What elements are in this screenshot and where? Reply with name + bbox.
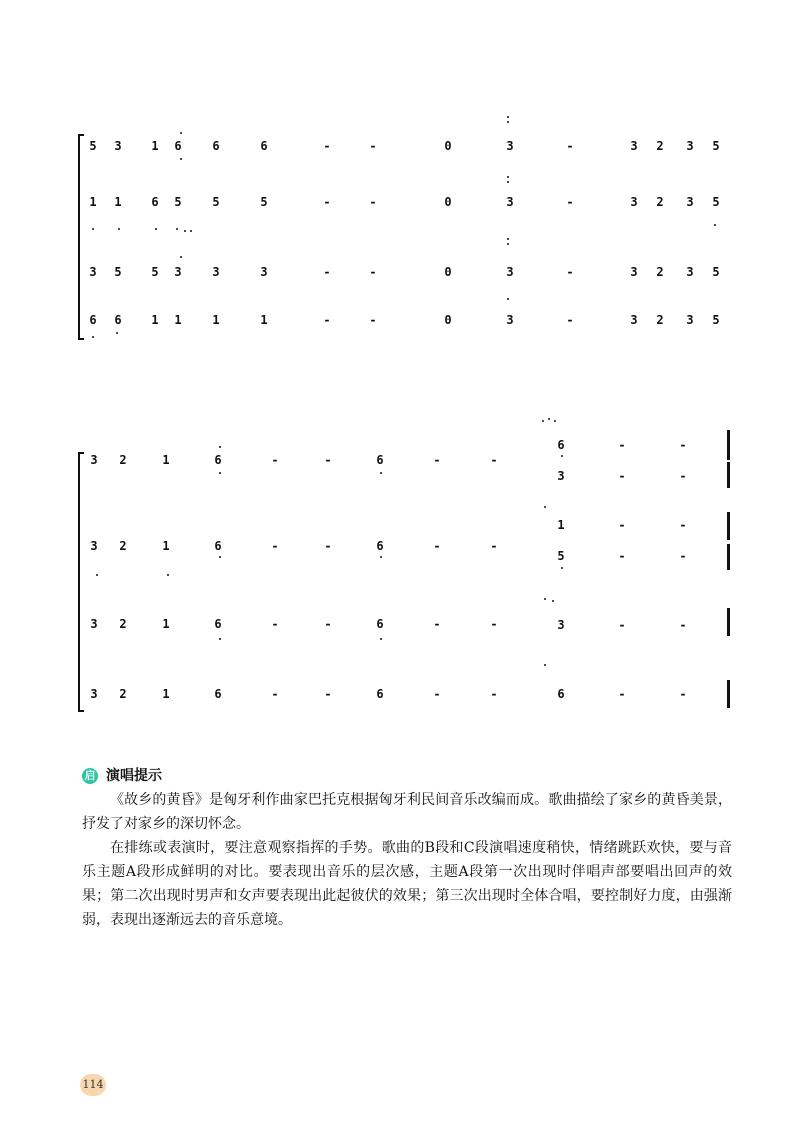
- octave-dot: [542, 420, 544, 422]
- hint-heading: [82, 764, 732, 788]
- octave-dot: [548, 418, 550, 420]
- system1-note-r1-c2: 3: [114, 139, 122, 153]
- hint-paragraph-1: 《故乡的黄昏》是匈牙利作曲家巴托克根据匈牙利民间音乐改编而成。歌曲描绘了家乡的黄昏美景，抒发了对家乡的深切怀念。: [82, 792, 732, 832]
- system1-note-r3-c13: 2: [656, 265, 664, 279]
- system1-note-r2-c12: 3: [630, 195, 638, 209]
- system1-note-r4-c4: 1: [174, 313, 182, 327]
- system2-note-r3-c2: 2: [119, 617, 127, 631]
- page-number: 114: [80, 1074, 106, 1096]
- final-note-r1-c3: -: [679, 438, 687, 452]
- system1-note-r1-c15: 5: [712, 139, 720, 153]
- system2-note-r3-c1: 3: [90, 617, 98, 631]
- octave-dot: [552, 600, 554, 602]
- octave-dot: [380, 472, 382, 474]
- system1-note-r2-c5: 5: [212, 195, 220, 209]
- system1-note-r1-c10: 3: [506, 139, 514, 153]
- system1-note-r2-c6: 5: [260, 195, 268, 209]
- octave-dot: [544, 598, 546, 600]
- system2-note-r4-c7: 6: [376, 687, 384, 701]
- system1-note-r4-c14: 3: [686, 313, 694, 327]
- system2-note-r4-c2: 2: [119, 687, 127, 701]
- system1-note-r3-c9: 0: [444, 265, 452, 279]
- octave-dot: [118, 228, 120, 230]
- system1-note-r4-c13: 2: [656, 313, 664, 327]
- octave-dot: [167, 574, 169, 576]
- system1-note-r4-c15: 5: [712, 313, 720, 327]
- system1-note-r4-c12: 3: [630, 313, 638, 327]
- system2-note-r1-c6: -: [324, 453, 332, 467]
- system1-note-r3-c7: -: [323, 265, 331, 279]
- system2-note-r2-c9: -: [490, 539, 498, 553]
- system1-note-r2-c9: 0: [444, 195, 452, 209]
- system1-note-r1-c1: 5: [89, 139, 97, 153]
- system2-note-r2-c7: 6: [376, 539, 384, 553]
- system1-note-r3-c11: -: [566, 265, 574, 279]
- system2-note-r2-c2: 2: [119, 539, 127, 553]
- final-note-r5-c1: 3: [557, 618, 565, 632]
- octave-dot: [219, 638, 221, 640]
- octave-dot: [180, 158, 182, 160]
- octave-dot: [544, 506, 546, 508]
- octave-dot: [507, 238, 509, 240]
- system1-note-r1-c3: 1: [151, 139, 159, 153]
- system1-note-r3-c10: 3: [506, 265, 514, 279]
- system2-note-r2-c4: 6: [214, 539, 222, 553]
- system2-note-r4-c8: -: [433, 687, 441, 701]
- system1-note-r1-c13: 2: [656, 139, 664, 153]
- system1-note-r1-c12: 3: [630, 139, 638, 153]
- system2-note-r1-c2: 2: [119, 453, 127, 467]
- system2-note-r2-c1: 3: [90, 539, 98, 553]
- singing-hint-section: [82, 764, 732, 932]
- system1-note-r1-c7: -: [323, 139, 331, 153]
- system1-note-r2-c8: -: [369, 195, 377, 209]
- final-note-r2-c3: -: [679, 469, 687, 483]
- system2-note-r3-c3: 1: [162, 617, 170, 631]
- final-barline: [727, 608, 730, 636]
- system1-note-r2-c4: 5: [174, 195, 182, 209]
- octave-dot: [507, 121, 509, 123]
- hint-badge-icon: 启: [82, 768, 98, 784]
- system1-note-r2-c11: -: [566, 195, 574, 209]
- system1-note-r1-c11: -: [566, 139, 574, 153]
- octave-dot: [380, 556, 382, 558]
- system2-note-r4-c3: 1: [162, 687, 170, 701]
- octave-dot: [180, 256, 182, 258]
- final-note-r5-c3: -: [679, 618, 687, 632]
- system1-note-r3-c12: 3: [630, 265, 638, 279]
- octave-dot: [219, 472, 221, 474]
- octave-dot: [561, 567, 563, 569]
- hint-paragraph-2: 在排练或表演时，要注意观察指挥的手势。歌曲的B段和C段演唱速度稍快，情绪跳跃欢快，要与音乐主题A段形成鲜明的对比。要表现出音乐的层次感，主题A段第一次出现时伴唱声部要唱出回声的效果；第二次出现时男声和女声要表现出此起彼伏的效果；第三次出现时全体合唱，要控制好力度，由强渐弱，表现出逐渐远去的音乐意境。: [82, 840, 732, 928]
- final-barline: [727, 462, 730, 488]
- system1-note-r1-c4: 6: [174, 139, 182, 153]
- system2-note-r3-c8: -: [433, 617, 441, 631]
- final-barline: [727, 512, 730, 540]
- final-note-r2-c1: 3: [557, 469, 565, 483]
- system1-note-r2-c2: 1: [114, 195, 122, 209]
- system1-note-r1-c14: 3: [686, 139, 694, 153]
- final-note-r3-c1: 1: [557, 518, 565, 532]
- system1-note-r3-c15: 5: [712, 265, 720, 279]
- system1-note-r2-c15: 5: [712, 195, 720, 209]
- system2-note-r3-c7: 6: [376, 617, 384, 631]
- system1-note-r3-c14: 3: [686, 265, 694, 279]
- system1-note-r2-c13: 2: [656, 195, 664, 209]
- system2-note-r4-c1: 3: [90, 687, 98, 701]
- system1-note-r4-c7: -: [323, 313, 331, 327]
- system2-note-r4-c6: -: [324, 687, 332, 701]
- final-note-r4-c2: -: [618, 549, 626, 563]
- octave-dot: [554, 420, 556, 422]
- system2-note-r1-c1: 3: [90, 453, 98, 467]
- octave-dot: [507, 243, 509, 245]
- system1-note-r1-c5: 6: [212, 139, 220, 153]
- system1-note-r2-c10: 3: [506, 195, 514, 209]
- final-barline: [727, 680, 730, 708]
- final-barline: [727, 544, 730, 570]
- octave-dot: [155, 228, 157, 230]
- system2-note-r4-c9: -: [490, 687, 498, 701]
- system2-note-r2-c6: -: [324, 539, 332, 553]
- system2-note-r1-c4: 6: [214, 453, 222, 467]
- system1-note-r4-c9: 0: [444, 313, 452, 327]
- system1-note-r3-c3: 5: [151, 265, 159, 279]
- octave-dot: [380, 638, 382, 640]
- system2-note-r2-c5: -: [271, 539, 279, 553]
- system1-note-r2-c3: 6: [151, 195, 159, 209]
- octave-dot: [96, 574, 98, 576]
- octave-dot: [219, 446, 221, 448]
- octave-dot: [544, 664, 546, 666]
- octave-dot: [561, 455, 563, 457]
- system1-note-r3-c4: 3: [174, 265, 182, 279]
- system2-note-r1-c5: -: [271, 453, 279, 467]
- system1-note-r2-c1: 1: [89, 195, 97, 209]
- system1-note-r1-c6: 6: [260, 139, 268, 153]
- system2-note-r4-c5: -: [271, 687, 279, 701]
- system1-note-r1-c8: -: [369, 139, 377, 153]
- final-note-r4-c3: -: [679, 549, 687, 563]
- system1-note-r4-c11: -: [566, 313, 574, 327]
- system2-note-r3-c6: -: [324, 617, 332, 631]
- system1-note-r4-c8: -: [369, 313, 377, 327]
- final-note-r1-c2: -: [618, 438, 626, 452]
- final-note-r3-c3: -: [679, 518, 687, 532]
- octave-dot: [176, 228, 178, 230]
- octave-dot: [507, 116, 509, 118]
- octave-dot: [92, 336, 94, 338]
- octave-dot: [507, 181, 509, 183]
- final-barline: [727, 430, 730, 460]
- final-note-r5-c2: -: [618, 618, 626, 632]
- system2-note-r3-c9: -: [490, 617, 498, 631]
- system1-note-r4-c5: 1: [212, 313, 220, 327]
- system1-note-r4-c6: 1: [260, 313, 268, 327]
- octave-dot: [92, 228, 94, 230]
- octave-dot: [507, 176, 509, 178]
- octave-dot: [507, 298, 509, 300]
- system2-note-r1-c9: -: [490, 453, 498, 467]
- system1-note-r2-c7: -: [323, 195, 331, 209]
- system1-note-r4-c1: 6: [89, 313, 97, 327]
- octave-dot: [180, 132, 182, 134]
- final-note-r6-c1: 6: [557, 687, 565, 701]
- final-note-r2-c2: -: [618, 469, 626, 483]
- system2-brace: [78, 452, 85, 712]
- system2-note-r3-c5: -: [271, 617, 279, 631]
- final-note-r6-c2: -: [618, 687, 626, 701]
- system2-note-r3-c4: 6: [214, 617, 222, 631]
- octave-dot: [714, 224, 716, 226]
- system1-note-r3-c6: 3: [260, 265, 268, 279]
- system1-note-r1-c9: 0: [444, 139, 452, 153]
- system2-note-r1-c8: -: [433, 453, 441, 467]
- system1-note-r4-c10: 3: [506, 313, 514, 327]
- octave-dot: [219, 556, 221, 558]
- final-note-r4-c1: 5: [557, 549, 565, 563]
- hint-title: 演唱提示: [106, 768, 162, 784]
- system2-note-r1-c3: 1: [162, 453, 170, 467]
- system2-note-r2-c3: 1: [162, 539, 170, 553]
- system2-note-r2-c8: -: [433, 539, 441, 553]
- final-note-r6-c3: -: [679, 687, 687, 701]
- system1-note-r3-c5: 3: [212, 265, 220, 279]
- system1-note-r4-c2: 6: [114, 313, 122, 327]
- octave-dot: [116, 332, 118, 334]
- final-note-r1-c1: 6: [557, 438, 565, 452]
- system2-note-r1-c7: 6: [376, 453, 384, 467]
- octave-dot: [184, 230, 186, 232]
- system1-note-r3-c2: 5: [114, 265, 122, 279]
- system1-note-r2-c14: 3: [686, 195, 694, 209]
- final-note-r3-c2: -: [618, 518, 626, 532]
- system2-note-r4-c4: 6: [214, 687, 222, 701]
- system1-note-r3-c8: -: [369, 265, 377, 279]
- system1-brace: [78, 134, 85, 340]
- system1-note-r3-c1: 3: [89, 265, 97, 279]
- octave-dot: [190, 230, 192, 232]
- system1-note-r4-c3: 1: [151, 313, 159, 327]
